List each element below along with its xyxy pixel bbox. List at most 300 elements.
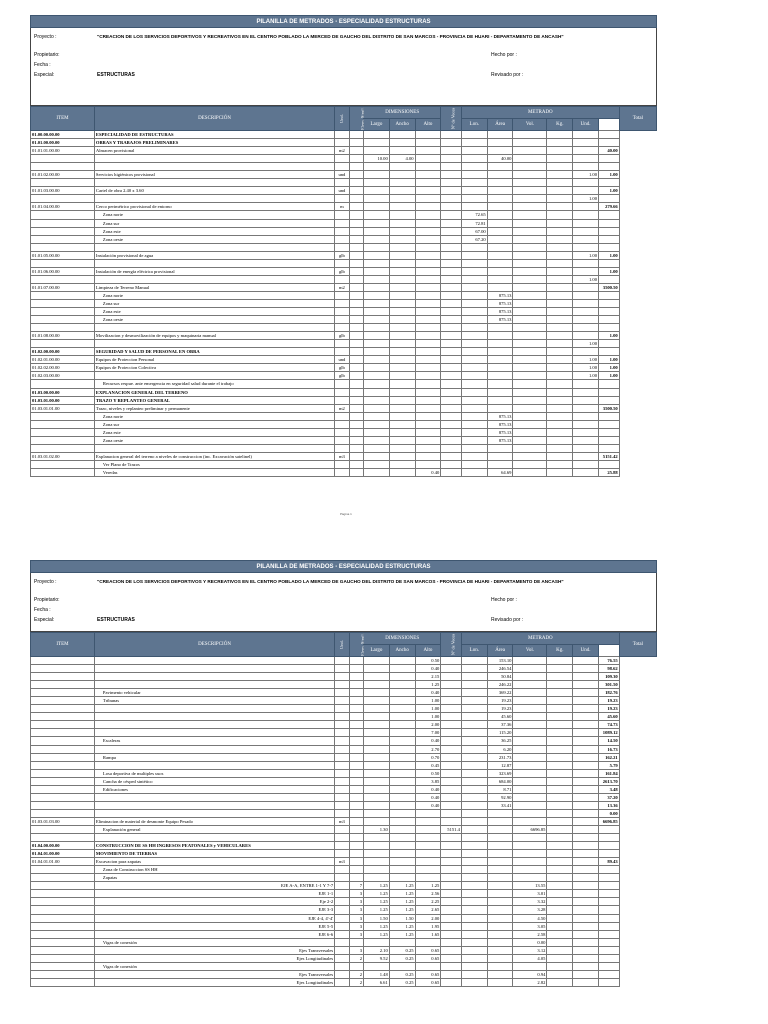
cell-area: 153.10 — [487, 657, 513, 665]
cell-elem — [349, 291, 363, 299]
header-und — [335, 633, 349, 657]
cell-alto: 1.95 — [415, 922, 441, 930]
cell-total — [599, 211, 620, 219]
cell-ancho — [389, 235, 415, 243]
cell-largo — [364, 721, 390, 729]
cell-kg — [547, 420, 573, 428]
cell-ancho — [389, 131, 415, 139]
cell-unit — [335, 737, 349, 745]
cell-description — [94, 713, 334, 721]
cell-unit — [335, 139, 349, 147]
cell-elem — [349, 259, 363, 267]
cell-lon — [461, 681, 487, 689]
cell-area — [487, 970, 513, 978]
cell-und-qty — [573, 283, 599, 291]
cell-lon — [461, 131, 487, 139]
cell-lon — [461, 436, 487, 444]
cell-elem — [349, 308, 363, 316]
cell-description: Cerco perimétrico provisional de entorno — [94, 203, 334, 211]
cell-area: 246.54 — [487, 665, 513, 673]
cell-unit — [335, 705, 349, 713]
cell-kg — [547, 962, 573, 970]
table-row — [31, 324, 657, 332]
cell-lon — [461, 753, 487, 761]
cell-alto — [415, 842, 441, 850]
cell-alto — [415, 227, 441, 235]
cell-unit: m3 — [335, 858, 349, 866]
table-row — [31, 259, 657, 267]
cell-veces — [441, 251, 462, 259]
cell-alto: 0.40 — [415, 689, 441, 697]
cell-alto — [415, 211, 441, 219]
cell-lon — [461, 817, 487, 825]
cell-lon — [461, 842, 487, 850]
cell-largo — [364, 761, 390, 769]
cell-area — [487, 460, 513, 468]
cell-largo — [364, 179, 390, 187]
table-row — [31, 348, 657, 356]
cell-lon — [461, 332, 487, 340]
cell-lon — [461, 308, 487, 316]
cell-area — [487, 243, 513, 251]
cell-description: Excavacion para zapatas — [94, 858, 334, 866]
project-info-box — [30, 573, 657, 632]
cell-largo: 6.61 — [364, 978, 390, 986]
cell-kg — [547, 211, 573, 219]
cell-item-code — [31, 874, 95, 882]
cell-largo — [364, 681, 390, 689]
cell-alto — [415, 809, 441, 817]
cell-total — [599, 420, 620, 428]
cell-item-code — [31, 729, 95, 737]
cell-description: Ejes Longitudinales — [94, 978, 334, 986]
cell-largo — [364, 785, 390, 793]
cell-total — [599, 930, 620, 938]
cell-kg — [547, 890, 573, 898]
cell-lon — [461, 340, 487, 348]
cell-alto: 1.65 — [415, 930, 441, 938]
cell-und-qty — [573, 689, 599, 697]
cell-kg — [547, 882, 573, 890]
metrados-table-page-2 — [30, 632, 657, 987]
cell-lon — [461, 412, 487, 420]
cell-lon — [461, 769, 487, 777]
cell-elem — [349, 444, 363, 452]
cell-area — [487, 866, 513, 874]
cell-unit — [335, 825, 349, 833]
cell-largo — [364, 673, 390, 681]
cell-alto — [415, 825, 441, 833]
cell-ancho — [389, 324, 415, 332]
cell-veces — [441, 468, 462, 476]
cell-ancho — [389, 842, 415, 850]
cell-largo — [364, 753, 390, 761]
cell-lon — [461, 689, 487, 697]
cell-lon — [461, 396, 487, 404]
cell-lon — [461, 697, 487, 705]
cell-und-qty — [573, 970, 599, 978]
header-veces-text: Nº de Veces — [450, 633, 456, 655]
cell-vol: 2.82 — [513, 978, 547, 986]
table-row — [31, 356, 657, 364]
cell-unit: und — [335, 356, 349, 364]
cell-alto: 0.40 — [415, 793, 441, 801]
cell-veces — [441, 769, 462, 777]
cell-alto — [415, 219, 441, 227]
cell-alto — [415, 874, 441, 882]
cell-unit: glb — [335, 332, 349, 340]
cell-und-qty — [573, 938, 599, 946]
cell-ancho: 0.25 — [389, 978, 415, 986]
cell-elem: 2 — [349, 978, 363, 986]
cell-description — [94, 721, 334, 729]
cell-elem — [349, 332, 363, 340]
cell-area: 19.23 — [487, 705, 513, 713]
table-row — [31, 380, 657, 388]
cell-unit: glb — [335, 267, 349, 275]
cell-kg — [547, 761, 573, 769]
cell-area: 6.20 — [487, 745, 513, 753]
cell-und-qty — [573, 793, 599, 801]
cell-alto — [415, 388, 441, 396]
cell-largo — [364, 705, 390, 713]
project-label: Proyecto : — [34, 579, 57, 585]
cell-veces — [441, 380, 462, 388]
cell-kg — [547, 372, 573, 380]
header-elem-text: Elem. Simil. — [359, 106, 365, 130]
cell-total — [599, 970, 620, 978]
cell-largo — [364, 131, 390, 139]
header-lon: Lon. — [461, 119, 487, 131]
table-row — [31, 187, 657, 195]
cell-lon — [461, 657, 487, 665]
cell-description — [94, 761, 334, 769]
cell-area — [487, 251, 513, 259]
cell-item-code: 01.03.01.03.00 — [31, 817, 95, 825]
cell-veces — [441, 922, 462, 930]
cell-total — [599, 978, 620, 986]
cell-vol — [513, 195, 547, 203]
cell-lon — [461, 850, 487, 858]
cell-area — [487, 364, 513, 372]
cell-vol — [513, 380, 547, 388]
header-und2: Und. — [573, 645, 599, 657]
cell-veces — [441, 834, 462, 842]
cell-elem — [349, 842, 363, 850]
cell-total — [599, 316, 620, 324]
cell-und-qty — [573, 842, 599, 850]
cell-kg — [547, 689, 573, 697]
cell-total — [599, 299, 620, 307]
cell-item-code — [31, 938, 95, 946]
cell-item-code: 01.01.02.00.00 — [31, 171, 95, 179]
cell-total — [599, 259, 620, 267]
cell-vol — [513, 332, 547, 340]
cell-lon — [461, 380, 487, 388]
cell-total — [599, 324, 620, 332]
table-row — [31, 171, 657, 179]
cell-unit — [335, 468, 349, 476]
cell-alto: 2.56 — [415, 890, 441, 898]
cell-area — [487, 171, 513, 179]
cell-item-code — [31, 713, 95, 721]
cell-vol: 3.12 — [513, 946, 547, 954]
cell-unit — [335, 657, 349, 665]
cell-largo — [364, 777, 390, 785]
cell-lon — [461, 809, 487, 817]
cell-lon — [461, 428, 487, 436]
cell-kg — [547, 283, 573, 291]
cell-description: Zona este — [94, 227, 334, 235]
cell-alto: 0.50 — [415, 769, 441, 777]
cell-lon — [461, 324, 487, 332]
cell-total: 89.43 — [599, 858, 620, 866]
cell-elem — [349, 396, 363, 404]
cell-elem — [349, 866, 363, 874]
cell-largo: 1.48 — [364, 970, 390, 978]
cell-largo — [364, 729, 390, 737]
cell-veces — [441, 954, 462, 962]
cell-description: Eliminacion de material de desmonte Equipo Pesado — [94, 817, 334, 825]
cell-largo — [364, 460, 390, 468]
cell-unit — [335, 681, 349, 689]
cell-alto — [415, 356, 441, 364]
cell-area: 92.90 — [487, 793, 513, 801]
cell-description: ESPECIALIDAD DE ESTRUCTURAS — [94, 131, 334, 139]
cell-item-code — [31, 705, 95, 713]
cell-description — [94, 179, 334, 187]
cell-area — [487, 227, 513, 235]
cell-elem — [349, 745, 363, 753]
cell-largo — [364, 283, 390, 291]
cell-total — [599, 243, 620, 251]
cell-lon — [461, 938, 487, 946]
cell-description: Trazo, niveles y replanteo preliminar y permanente — [94, 404, 334, 412]
cell-item-code — [31, 930, 95, 938]
cell-unit — [335, 922, 349, 930]
cell-area — [487, 962, 513, 970]
cell-ancho — [389, 444, 415, 452]
cell-kg — [547, 850, 573, 858]
table-row — [31, 147, 657, 155]
cell-largo — [364, 866, 390, 874]
table-row — [31, 203, 657, 211]
cell-veces — [441, 372, 462, 380]
cell-alto: 1.25 — [415, 882, 441, 890]
cell-area: 875.13 — [487, 428, 513, 436]
cell-area — [487, 283, 513, 291]
cell-total — [599, 388, 620, 396]
cell-veces — [441, 729, 462, 737]
cell-und-qty — [573, 753, 599, 761]
cell-lon — [461, 801, 487, 809]
cell-area — [487, 874, 513, 882]
cell-elem: 3 — [349, 922, 363, 930]
header-ancho: Ancho — [389, 119, 415, 131]
cell-veces — [441, 914, 462, 922]
cell-und-qty — [573, 444, 599, 452]
cell-total: 1089.12 — [599, 729, 620, 737]
cell-veces — [441, 657, 462, 665]
cell-kg — [547, 147, 573, 155]
cell-veces — [441, 681, 462, 689]
cell-vol — [513, 705, 547, 713]
cell-total — [599, 291, 620, 299]
cell-unit: m3 — [335, 817, 349, 825]
cell-elem — [349, 713, 363, 721]
cell-und-qty — [573, 801, 599, 809]
cell-und-qty — [573, 452, 599, 460]
cell-area: 19.23 — [487, 697, 513, 705]
cell-description: CONSTRUCCION DE SS HH INGRESOS PEATONALES y VEHICULARES — [94, 842, 334, 850]
cell-item-code: 01.03.01.02.00 — [31, 452, 95, 460]
cell-largo: 9.52 — [364, 954, 390, 962]
cell-largo — [364, 364, 390, 372]
cell-vol — [513, 155, 547, 163]
cell-kg — [547, 713, 573, 721]
cell-item-code — [31, 324, 95, 332]
cell-ancho — [389, 139, 415, 147]
cell-veces — [441, 444, 462, 452]
cell-lon — [461, 946, 487, 954]
cell-alto — [415, 348, 441, 356]
cell-total: 5151.42 — [599, 452, 620, 460]
cell-lon — [461, 444, 487, 452]
cell-total: 162.21 — [599, 753, 620, 761]
cell-total: 1.00 — [599, 251, 620, 259]
cell-elem — [349, 155, 363, 163]
cell-veces — [441, 179, 462, 187]
cell-vol — [513, 299, 547, 307]
cell-area — [487, 850, 513, 858]
cell-description: Vigas de conexión — [94, 962, 334, 970]
cell-description: Escaleras — [94, 737, 334, 745]
cell-alto — [415, 380, 441, 388]
cell-vol — [513, 713, 547, 721]
cell-elem — [349, 139, 363, 147]
cell-elem — [349, 673, 363, 681]
cell-ancho — [389, 817, 415, 825]
cell-area: 231.73 — [487, 753, 513, 761]
cell-elem — [349, 131, 363, 139]
cell-vol — [513, 235, 547, 243]
cell-item-code — [31, 777, 95, 785]
cell-vol — [513, 348, 547, 356]
header-vol: Vol. — [513, 645, 547, 657]
cell-description — [94, 195, 334, 203]
cell-description: EJE 6-6 — [94, 930, 334, 938]
cell-unit — [335, 890, 349, 898]
cell-kg — [547, 235, 573, 243]
cell-vol — [513, 721, 547, 729]
cell-total: 3500.50 — [599, 404, 620, 412]
cell-und-qty — [573, 777, 599, 785]
cell-und-qty — [573, 460, 599, 468]
cell-ancho — [389, 227, 415, 235]
cell-vol — [513, 267, 547, 275]
cell-ancho — [389, 938, 415, 946]
cell-lon — [461, 139, 487, 147]
cell-und-qty — [573, 665, 599, 673]
cell-item-code: 01.04.00.00.00 — [31, 842, 95, 850]
cell-item-code — [31, 793, 95, 801]
cell-unit — [335, 179, 349, 187]
cell-lon — [461, 460, 487, 468]
cell-largo — [364, 850, 390, 858]
cell-alto: 0.70 — [415, 753, 441, 761]
cell-elem — [349, 665, 363, 673]
cell-item-code: 01.02.01.00.00 — [31, 356, 95, 364]
cell-elem — [349, 340, 363, 348]
cell-ancho — [389, 665, 415, 673]
cell-largo — [364, 769, 390, 777]
project-value: "CREACION DE LOS SERVICIOS DEPORTIVOS Y RECREATIVOS EN EL CENTRO POBLADO LA MERCED DE GAUCHO DEL DISTRITO DE SAN MARCOS - PROVINCIA DE HUARI - DEPARTAMENTO DE ANCASH" — [97, 34, 564, 39]
cell-unit — [335, 785, 349, 793]
cell-alto: 1.00 — [415, 713, 441, 721]
cell-total: 161.84 — [599, 769, 620, 777]
cell-kg — [547, 753, 573, 761]
cell-kg — [547, 428, 573, 436]
cell-total: 0.00 — [599, 809, 620, 817]
cell-total: 98.62 — [599, 665, 620, 673]
cell-area — [487, 388, 513, 396]
cell-alto — [415, 324, 441, 332]
cell-description — [94, 444, 334, 452]
cell-total — [599, 850, 620, 858]
cell-ancho — [389, 874, 415, 882]
cell-largo — [364, 147, 390, 155]
cell-elem — [349, 283, 363, 291]
cell-und-qty — [573, 468, 599, 476]
cell-item-code — [31, 753, 95, 761]
cell-total: 1.00 — [599, 187, 620, 195]
cell-alto — [415, 452, 441, 460]
cell-ancho — [389, 460, 415, 468]
cell-und-qty — [573, 882, 599, 890]
cell-total: 3.48 — [599, 785, 620, 793]
cell-total: 6696.85 — [599, 817, 620, 825]
cell-elem — [349, 219, 363, 227]
cell-largo — [364, 324, 390, 332]
cell-ancho — [389, 348, 415, 356]
cell-unit — [335, 396, 349, 404]
cell-kg — [547, 251, 573, 259]
cell-alto: 2.00 — [415, 914, 441, 922]
cell-total — [599, 882, 620, 890]
cell-description: Zona oeste — [94, 235, 334, 243]
cell-lon — [461, 866, 487, 874]
cell-total — [599, 235, 620, 243]
cell-unit — [335, 753, 349, 761]
table-row — [31, 396, 657, 404]
cell-und-qty — [573, 324, 599, 332]
cell-unit — [335, 801, 349, 809]
header-description: DESCRIPCIÓN — [94, 107, 334, 131]
cell-und-qty — [573, 850, 599, 858]
cell-kg — [547, 858, 573, 866]
cell-und-qty — [573, 946, 599, 954]
cell-description: Cancha de césped sintético — [94, 777, 334, 785]
cell-und-qty: 1.00 — [573, 251, 599, 259]
cell-alto — [415, 364, 441, 372]
cell-area: 8.71 — [487, 785, 513, 793]
cell-largo — [364, 388, 390, 396]
cell-largo: 1.25 — [364, 906, 390, 914]
cell-lon — [461, 452, 487, 460]
cell-elem — [349, 203, 363, 211]
cell-ancho — [389, 147, 415, 155]
cell-ancho — [389, 316, 415, 324]
